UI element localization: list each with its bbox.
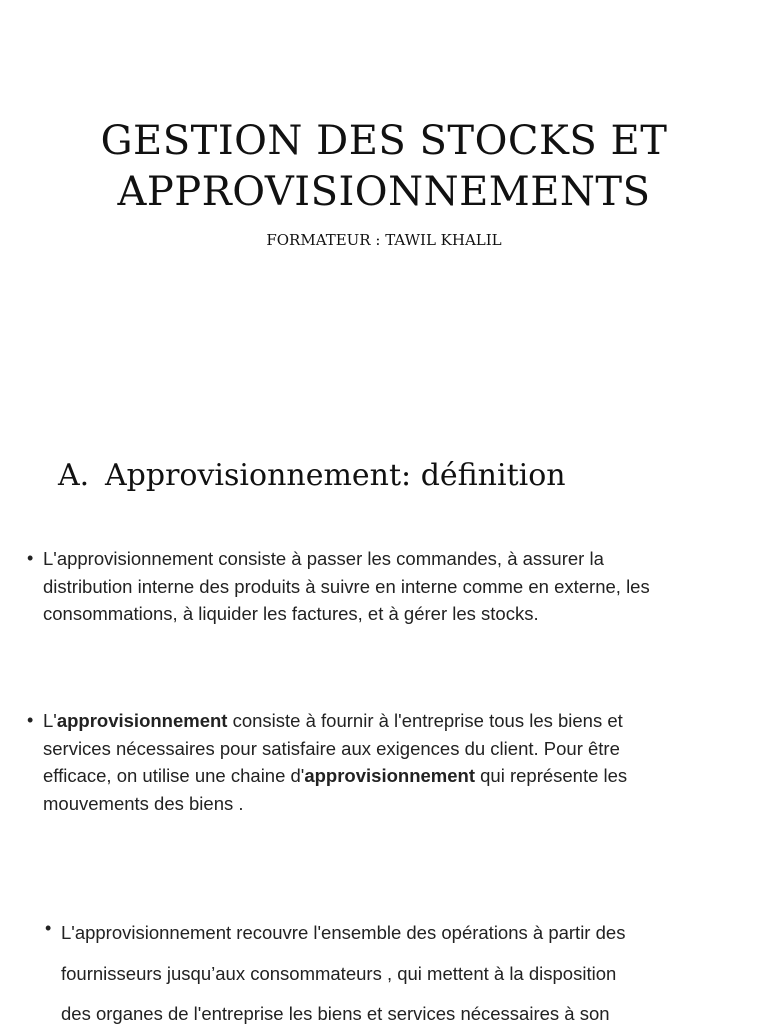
paragraph-line: fournisseurs jusqu’aux consommateurs , qui mettent à la disposition [61, 962, 617, 984]
title-line-1: GESTION DES STOCKS ET [100, 118, 668, 164]
paragraph-line: distribution interne des produits à suivre en interne comme en externe, les [43, 575, 650, 597]
bold-term: approvisionnement [56, 710, 228, 731]
paragraph-line: consommations, à liquider les factures, et à gérer les stocks. [43, 603, 539, 624]
paragraph-line: L'approvisionnement consiste à passer les commandes, à assurer la [43, 548, 604, 569]
bold-term: approvisionnement [304, 765, 475, 786]
section-heading-text: Approvisionnement: définition [105, 458, 566, 493]
paragraph-line: mouvements des biens . [43, 792, 244, 814]
bullet-icon: • [27, 548, 34, 568]
text-run: L' [43, 710, 57, 731]
paragraph-line [43, 762, 743, 790]
section-marker: A. [58, 458, 90, 493]
section-heading [58, 458, 566, 493]
text-run: consiste à fournir à l'entreprise tous les biens et [227, 710, 623, 731]
title-line-2: APPROVISIONNEMENTS [117, 169, 651, 215]
trainer-subtitle: FORMATEUR : TAWIL KHALIL [266, 231, 502, 249]
paragraph-line: services nécessaires pour satisfaire aux exigences du client. Pour être [43, 737, 620, 759]
document-title [0, 116, 768, 218]
text-run: efficace, on utilise une chaine d' [43, 765, 305, 786]
text-run: qui représente les [474, 765, 628, 786]
bullet-icon: • [45, 918, 52, 938]
bullet-paragraph-2 [27, 707, 743, 817]
bullet-paragraph-3 [45, 913, 741, 1035]
paragraph-line: des organes de l'entreprise les biens et services nécessaires à son [61, 1003, 610, 1024]
paragraph-line [43, 707, 743, 735]
bullet-paragraph-1 [27, 545, 743, 628]
paragraph-line: L'approvisionnement recouvre l'ensemble des opérations à partir des [61, 922, 626, 943]
bullet-icon: • [27, 710, 34, 730]
